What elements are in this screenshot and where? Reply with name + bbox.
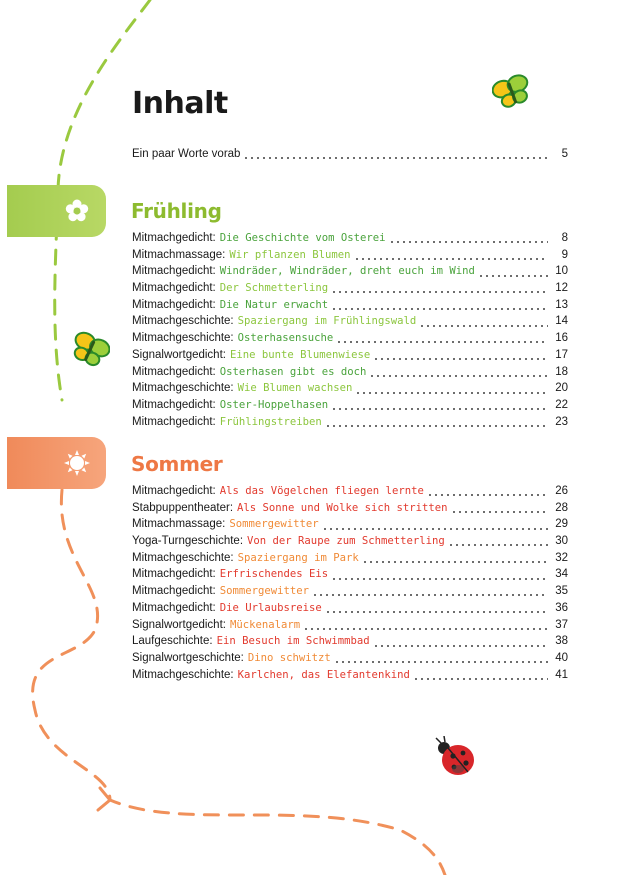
section-tab-summer	[7, 437, 106, 489]
entry-title: Osterhasen gibt es doch	[219, 365, 367, 378]
section-tab-spring	[7, 185, 106, 237]
leader-dots	[373, 645, 548, 647]
leader-dots	[427, 494, 548, 496]
entry-title: Die Geschichte vom Osterei	[219, 232, 386, 244]
toc-row[interactable]	[132, 633, 568, 650]
section-heading-spring: Frühling	[131, 199, 222, 223]
entry-title: Als das Vögelchen fliegen lernte	[219, 485, 424, 497]
page-number: 16	[555, 332, 568, 345]
toc-row[interactable]	[132, 500, 568, 517]
toc-row[interactable]	[132, 247, 568, 264]
leader-dots	[448, 544, 548, 546]
page-number: 18	[555, 365, 568, 378]
entry-genre: Mitmachgedicht:	[132, 398, 216, 411]
leader-dots	[354, 258, 549, 260]
page-number: 13	[555, 298, 568, 311]
entry-title: Spaziergang im Frühlingswald	[237, 315, 417, 328]
page-number: 23	[555, 415, 568, 428]
toc-row[interactable]	[132, 330, 568, 347]
entry-genre: Signalwortgedicht:	[132, 618, 226, 631]
leader-dots	[334, 661, 548, 663]
leader-dots	[322, 528, 548, 530]
entry-title: Sommergewitter	[219, 585, 310, 598]
leader-dots	[413, 678, 548, 680]
toc-row[interactable]	[132, 230, 568, 247]
page-number: 29	[555, 518, 568, 531]
section-heading-summer: Sommer	[131, 452, 223, 476]
page-number: 28	[555, 501, 568, 514]
leader-dots	[362, 561, 548, 563]
toc-row[interactable]	[132, 566, 568, 583]
leader-dots	[312, 594, 548, 596]
page-number: 9	[561, 248, 568, 261]
ladybug-icon	[430, 736, 478, 780]
entry-genre: Yoga-Turngeschichte:	[132, 535, 244, 548]
entry-title: Erfrischendes Eis	[219, 568, 329, 581]
entry-genre: Mitmachgedicht:	[132, 415, 216, 428]
toc-row[interactable]	[132, 313, 568, 330]
entry-genre: Mitmachgeschichte:	[132, 551, 234, 564]
toc-row[interactable]	[132, 380, 568, 397]
entry-genre: Mitmachmassage:	[132, 248, 226, 261]
toc-row[interactable]	[132, 650, 568, 667]
entry-title: Mückenalarm	[229, 618, 301, 631]
entry-genre: Mitmachgedicht:	[132, 485, 216, 497]
toc-intro	[132, 146, 568, 163]
entry-genre: Mitmachgedicht:	[132, 282, 216, 295]
entry-genre: Mitmachgedicht:	[132, 585, 216, 598]
page-number: 41	[555, 668, 568, 681]
page-number: 20	[555, 382, 568, 395]
page-number: 14	[555, 315, 568, 328]
leader-dots	[478, 275, 548, 277]
toc-row[interactable]	[132, 297, 568, 314]
entry-genre: Mitmachgeschichte:	[132, 332, 234, 345]
leader-dots	[331, 408, 548, 410]
toc-row-intro[interactable]	[132, 146, 568, 163]
entry-genre: Mitmachgeschichte:	[132, 668, 234, 681]
toc-row[interactable]	[132, 667, 568, 684]
toc-row[interactable]	[132, 516, 568, 533]
leader-dots	[373, 358, 548, 360]
entry-genre: Laufgeschichte:	[132, 635, 213, 648]
entry-title: Ein Besuch im Schwimmbad	[216, 635, 370, 648]
page-number: 36	[555, 601, 568, 614]
entry-genre: Mitmachgedicht:	[132, 601, 216, 614]
leader-dots	[419, 325, 548, 327]
toc-row[interactable]	[132, 280, 568, 297]
intro-label: Ein paar Worte vorab	[132, 148, 241, 160]
entry-title: Die Natur erwacht	[219, 298, 329, 311]
page-number: 26	[555, 485, 568, 497]
leader-dots	[355, 392, 548, 394]
entry-genre: Mitmachgedicht:	[132, 365, 216, 378]
page-number: 38	[555, 635, 568, 648]
entry-title: Karlchen, das Elefantenkind	[237, 668, 410, 681]
toc-row[interactable]	[132, 583, 568, 600]
page-number: 22	[555, 398, 568, 411]
toc-list-summer	[132, 483, 568, 683]
toc-row[interactable]	[132, 533, 568, 550]
entry-genre: Mitmachgedicht:	[132, 265, 216, 278]
page-number: 8	[561, 232, 568, 244]
leader-dots	[331, 291, 548, 293]
page-number: 5	[561, 148, 568, 160]
page-number: 10	[555, 265, 568, 278]
entry-title: Frühlingstreiben	[219, 415, 322, 428]
entry-title: Von der Raupe zum Schmetterling	[247, 535, 445, 548]
toc-row[interactable]	[132, 483, 568, 500]
entry-title: Der Schmetterling	[219, 282, 329, 295]
entry-title: Windräder, Windräder, dreht euch im Wind	[219, 265, 475, 278]
leader-dots	[325, 611, 548, 613]
flower-icon	[64, 198, 90, 224]
leader-dots	[451, 511, 548, 513]
butterfly-icon	[70, 330, 110, 370]
page-number: 32	[555, 551, 568, 564]
entry-genre: Mitmachgedicht:	[132, 298, 216, 311]
toc-row[interactable]	[132, 397, 568, 414]
leader-dots	[243, 157, 548, 159]
entry-genre: Mitmachgedicht:	[132, 568, 216, 581]
arrow-head	[98, 788, 110, 810]
entry-genre: Signalwortgeschichte:	[132, 651, 244, 664]
butterfly-icon	[492, 72, 532, 112]
leader-dots	[325, 425, 548, 427]
toc-list-spring	[132, 230, 568, 430]
toc-row[interactable]	[132, 617, 568, 634]
entry-genre: Mitmachgedicht:	[132, 232, 216, 244]
toc-row[interactable]	[132, 600, 568, 617]
toc-row[interactable]	[132, 414, 568, 431]
leader-dots	[331, 578, 548, 580]
entry-genre: Mitmachgeschichte:	[132, 315, 234, 328]
page-number: 40	[555, 651, 568, 664]
page-number: 34	[555, 568, 568, 581]
page-number: 35	[555, 585, 568, 598]
entry-title: Wie Blumen wachsen	[237, 382, 353, 395]
entry-title: Osterhasensuche	[237, 332, 334, 345]
leader-dots	[303, 628, 548, 630]
page-number: 17	[555, 348, 568, 361]
entry-title: Spaziergang im Park	[237, 551, 359, 564]
leader-dots	[389, 241, 548, 243]
leader-dots	[336, 341, 548, 343]
entry-genre: Signalwortgedicht:	[132, 348, 226, 361]
entry-title: Die Urlaubsreise	[219, 601, 322, 614]
entry-genre: Mitmachgeschichte:	[132, 382, 234, 395]
page-title: Inhalt	[132, 86, 228, 121]
entry-title: Oster-Hoppelhasen	[219, 398, 329, 411]
entry-title: Dino schwitzt	[247, 651, 331, 664]
page-number: 12	[555, 282, 568, 295]
entry-title: Sommergewitter	[229, 518, 319, 531]
entry-title: Als Sonne und Wolke sich stritten	[237, 501, 448, 514]
entry-genre: Mitmachmassage:	[132, 518, 226, 531]
toc-row[interactable]	[132, 347, 568, 364]
toc-row[interactable]	[132, 550, 568, 567]
entry-title: Eine bunte Blumenwiese	[229, 348, 371, 361]
page-number: 37	[555, 618, 568, 631]
toc-row[interactable]	[132, 263, 568, 280]
entry-title: Wir pflanzen Blumen	[229, 248, 351, 261]
entry-genre: Stabpuppentheater:	[132, 501, 234, 514]
page-number: 30	[555, 535, 568, 548]
leader-dots	[369, 375, 548, 377]
leader-dots	[331, 308, 548, 310]
sun-icon	[64, 450, 90, 476]
toc-row[interactable]	[132, 364, 568, 381]
